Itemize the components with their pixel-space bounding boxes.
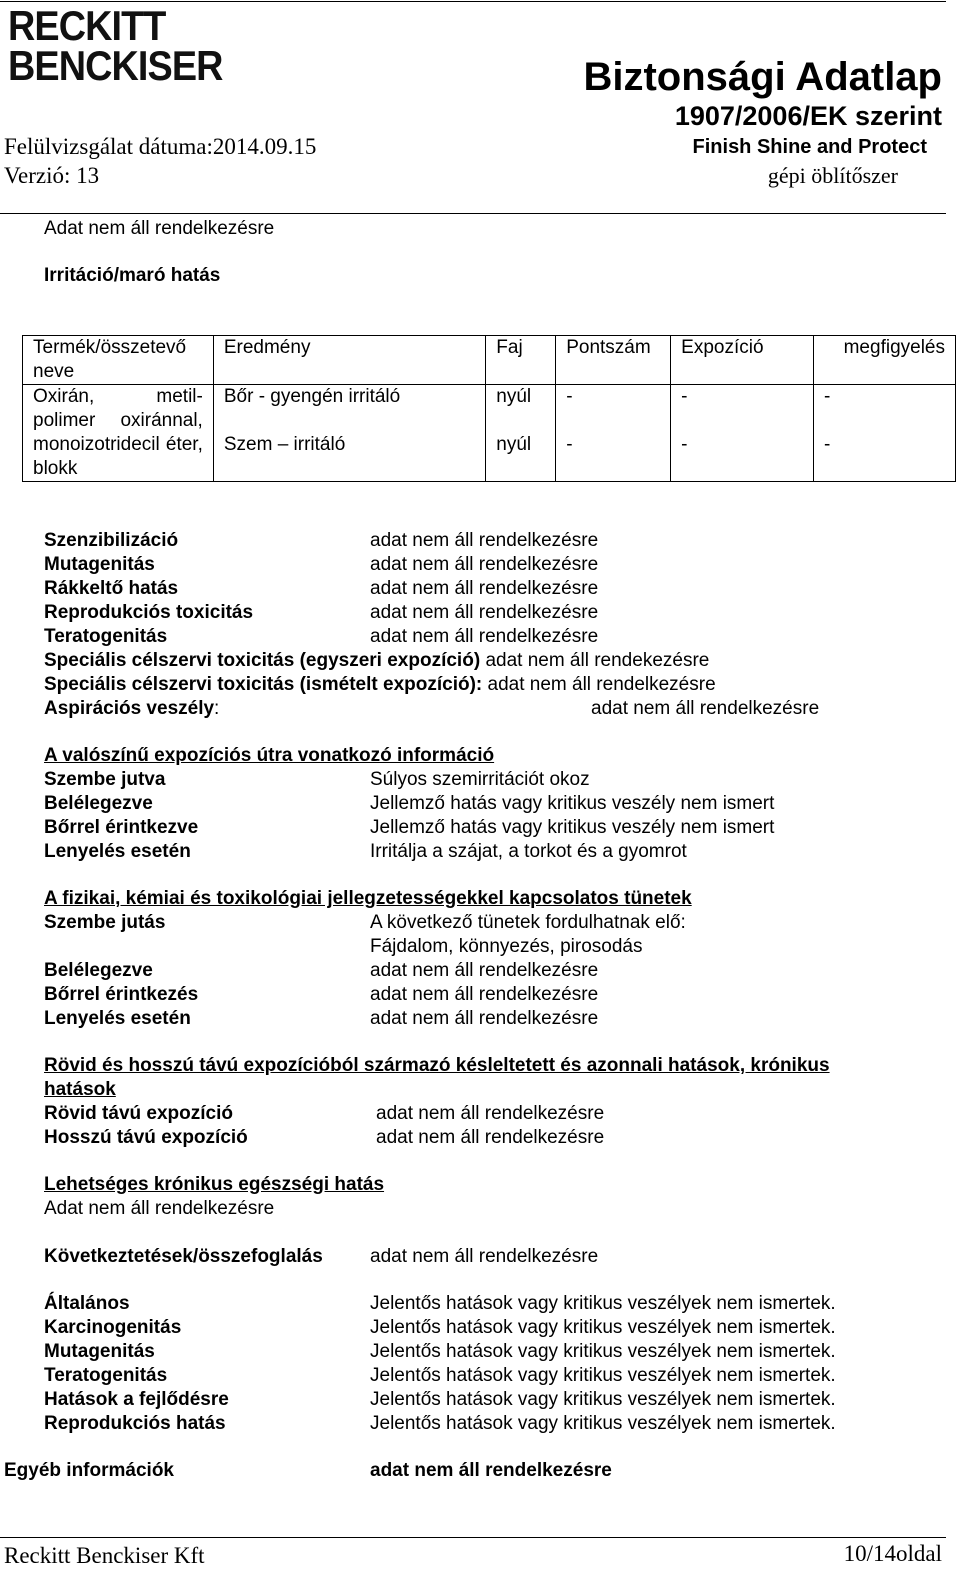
general-label: Általános: [44, 1293, 130, 1314]
general-label: Hatások a fejlődésre: [44, 1389, 229, 1410]
stot-repeated-value: adat nem áll rendelkezésre: [487, 674, 716, 695]
route-value: Irritálja a szájat, a torkot és a gyomrot: [370, 841, 687, 862]
irritation-table: [22, 335, 956, 482]
general-value: Jelentős hatások vagy kritikus veszélyek nem ismertek.: [370, 1317, 836, 1338]
document-title: Biztonsági Adatlap: [583, 55, 942, 99]
symptom-value: A következő tünetek fordulhatnak elő:: [370, 912, 686, 933]
exposure-value: -: [681, 386, 688, 407]
na-line: Adat nem áll rendelkezésre: [44, 218, 275, 239]
symptom-value: adat nem áll rendelkezésre: [370, 960, 599, 981]
tox-label: Reprodukciós toxicitás: [44, 602, 254, 623]
logo-line-2: BENCKISER: [8, 42, 223, 89]
species-value: nyúl: [496, 434, 532, 455]
symptom-value: Fájdalom, könnyezés, pirosodás: [370, 936, 643, 957]
species-value: nyúl: [496, 386, 532, 407]
score-cell: [556, 385, 671, 482]
general-label: Teratogenitás: [44, 1365, 168, 1386]
substance-cell: Oxirán, metil-polimer oxiránnal, monoizotridecil éter, blokk: [23, 385, 214, 482]
delayed-value: adat nem áll rendelkezésre: [376, 1103, 605, 1124]
header-cell: Faj: [486, 336, 556, 385]
regulation-label: 1907/2006/EK szerint: [674, 101, 942, 131]
routes-heading: A valószínű expozíciós útra vonatkozó információ: [44, 745, 495, 766]
general-value: Jelentős hatások vagy kritikus veszélyek nem ismertek.: [370, 1293, 836, 1314]
stot-repeated-line: [44, 673, 716, 697]
general-label: Reprodukciós hatás: [44, 1413, 226, 1434]
tox-value: adat nem áll rendelkezésre: [370, 626, 599, 647]
other-value: adat nem áll rendelkezésre: [370, 1460, 612, 1481]
table-header-row: [23, 336, 956, 385]
route-label: Szembe jutva: [44, 769, 166, 790]
page-number: 10/14oldal: [843, 1541, 942, 1566]
conclusion-value: adat nem áll rendelkezésre: [370, 1246, 599, 1267]
general-value: Jelentős hatások vagy kritikus veszélyek nem ismertek.: [370, 1341, 836, 1362]
header-cell: Expozíció: [671, 336, 814, 385]
result-value: Bőr - gyengén irritáló: [223, 386, 401, 407]
symptom-value: adat nem áll rendelkezésre: [370, 984, 599, 1005]
route-label: Bőrrel érintkezve: [44, 817, 199, 838]
tox-label: Szenzibilizáció: [44, 530, 179, 551]
delayed-heading-cont: hatások: [44, 1079, 116, 1100]
aspiration-label: Aspirációs veszély: [44, 698, 215, 719]
header-cell: Eredmény: [213, 336, 485, 385]
chronic-heading: Lehetséges krónikus egészségi hatás: [44, 1174, 385, 1195]
stot-single-label: Speciális célszervi toxicitás (egyszeri expozíció): [44, 650, 481, 671]
route-value: Jellemző hatás vagy kritikus veszély nem ismert: [370, 817, 775, 838]
aspiration-colon: :: [214, 698, 220, 719]
aspiration-line: [44, 697, 219, 721]
company-logo: [8, 2, 223, 92]
irritation-heading: Irritáció/maró hatás: [44, 265, 221, 286]
observation-cell: [814, 385, 956, 482]
route-value: Jellemző hatás vagy kritikus veszély nem ismert: [370, 793, 775, 814]
observation-value: -: [824, 434, 831, 455]
version: Verzió: 13: [4, 163, 100, 188]
product-type: gépi öblítőszer: [767, 163, 898, 188]
tox-value: adat nem áll rendelkezésre: [370, 578, 599, 599]
header-rule: [0, 213, 946, 214]
header-cell: Pontszám: [556, 336, 671, 385]
stot-repeated-label: Speciális célszervi toxicitás (ismételt expozíció):: [44, 674, 483, 695]
conclusion-label: Következtetések/összefoglalás: [44, 1246, 323, 1267]
logo-line-1: RECKITT: [8, 2, 166, 49]
tox-value: adat nem áll rendelkezésre: [370, 530, 599, 551]
delayed-label: Hosszú távú expozíció: [44, 1127, 248, 1148]
delayed-label: Rövid távú expozíció: [44, 1103, 233, 1124]
stot-single-line: [44, 649, 709, 673]
other-label: Egyéb információk: [4, 1460, 174, 1481]
symptom-label: Bőrrel érintkezés: [44, 984, 199, 1005]
symptom-label: Lenyelés esetén: [44, 1008, 191, 1029]
revision-date: Felülvizsgálat dátuma:2014.09.15: [4, 134, 317, 159]
footer-rule: [0, 1537, 946, 1538]
route-label: Belélegezve: [44, 793, 153, 814]
general-label: Mutagenitás: [44, 1341, 155, 1362]
tox-value: adat nem áll rendelkezésre: [370, 554, 599, 575]
exposure-cell: [671, 385, 814, 482]
symptom-label: Szembe jutás: [44, 912, 166, 933]
chronic-value: Adat nem áll rendelkezésre: [44, 1198, 275, 1219]
header-cell: Termék/összetevő neve: [23, 336, 214, 385]
delayed-value: adat nem áll rendelkezésre: [376, 1127, 605, 1148]
aspiration-value: adat nem áll rendelkezésre: [591, 698, 820, 719]
tox-label: Mutagenitás: [44, 554, 155, 575]
footer-company: Reckitt Benckiser Kft: [4, 1543, 205, 1568]
tox-value: adat nem áll rendelkezésre: [370, 602, 599, 623]
tox-label: Teratogenitás: [44, 626, 168, 647]
exposure-value: -: [681, 434, 688, 455]
stot-single-value: adat nem áll rendekezésre: [485, 650, 710, 671]
score-value: -: [566, 386, 573, 407]
result-cell: [213, 385, 485, 482]
score-value: -: [566, 434, 573, 455]
header-cell: megfigyelés: [814, 336, 956, 385]
tox-label: Rákkeltő hatás: [44, 578, 179, 599]
general-value: Jelentős hatások vagy kritikus veszélyek nem ismertek.: [370, 1389, 836, 1410]
route-label: Lenyelés esetén: [44, 841, 191, 862]
general-value: Jelentős hatások vagy kritikus veszélyek nem ismertek.: [370, 1365, 836, 1386]
symptoms-heading: A fizikai, kémiai és toxikológiai jellegzetességekkel kapcsolatos tünetek: [44, 888, 692, 909]
observation-value: -: [824, 386, 831, 407]
delayed-heading: Rövid és hosszú távú expozícióból származó késleltetett és azonnali hatások, krónikus: [44, 1055, 830, 1076]
general-value: Jelentős hatások vagy kritikus veszélyek nem ismertek.: [370, 1413, 836, 1434]
symptom-label: Belélegezve: [44, 960, 153, 981]
table-row: [23, 385, 956, 482]
symptom-value: adat nem áll rendelkezésre: [370, 1008, 599, 1029]
product-name: Finish Shine and Protect: [692, 136, 927, 158]
route-value: Súlyos szemirritációt okoz: [370, 769, 590, 790]
species-cell: [486, 385, 556, 482]
general-label: Karcinogenitás: [44, 1317, 182, 1338]
result-value: Szem – irritáló: [223, 434, 346, 455]
